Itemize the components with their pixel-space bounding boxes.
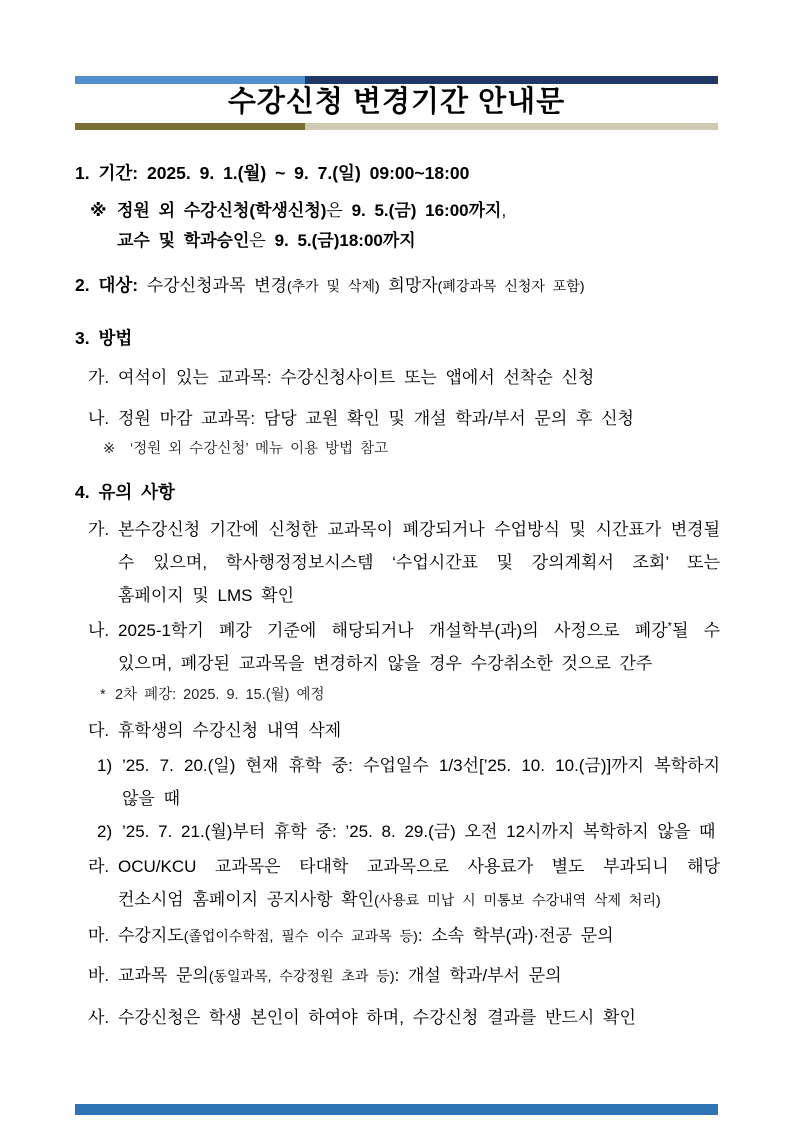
subitem-marker: 2): [97, 822, 113, 841]
section-4-item-sa: [75, 1001, 720, 1034]
footer-band: [75, 1104, 718, 1115]
title-underline-band: [75, 123, 718, 130]
section-2-paren-2: (폐강과목 신청자 포함): [437, 278, 585, 294]
item-marker: 사.: [88, 1008, 110, 1027]
section-1-note: [75, 196, 720, 256]
subitem-text: ’25. 7. 20.(일) 현재 휴학 중: 수업일수 1/3선[’25. 10. 10.(금)]까지 복학하지 않을 때: [122, 756, 720, 808]
section-4-item-na: [75, 614, 720, 680]
footnote-text: 2차 폐강: 2025. 9. 15.(월) 예정: [115, 687, 325, 703]
note-bold-run: 교수 및 학과승인: [117, 231, 250, 250]
item-paren-run: (졸업이수학점, 필수 이수 교과목 등): [183, 928, 418, 944]
item-text: 수강신청은 학생 본인이 하여야 하며, 수강신청 결과를 반드시 확인: [118, 1008, 636, 1027]
section-1-note-text: [117, 196, 720, 256]
subitem-text: ’25. 7. 21.(월)부터 휴학 중: ’25. 8. 29.(금) 오전 12시까지 복학하지 않을 때: [122, 822, 716, 841]
asterisk-marker: *: [100, 687, 106, 703]
note-regular-run: 은: [249, 231, 275, 250]
item-text: [118, 850, 720, 917]
item-text: 본수강신청 기간에 신청한 교과목이 폐강되거나 수업방식 및 시간표가 변경될 수 있으며, 학사행정정보시스템 ‘수업시간표 및 강의계획서 조회’ 또는 홈페이지 및 LMS 확인: [118, 520, 720, 605]
section-1-heading: 1. 기간: 2025. 9. 1.(월) ~ 9. 7.(일) 09:00~18:00: [75, 163, 470, 183]
note-line-1: [117, 201, 506, 220]
item-paren-run: (동일과목, 수강정원 초과 등): [208, 968, 395, 984]
note-regular-run: ,: [501, 201, 507, 220]
subitem-marker: 1): [97, 756, 113, 775]
note-regular-run: 은: [326, 201, 352, 220]
item-text-run: 2025-1학기 폐강 기준에 해당되거나 개설학부(과)의 사정으로 폐강: [118, 621, 668, 640]
reference-mark: ※: [90, 201, 107, 220]
item-text-run: 될 수 있으며, 폐강된 교과목을 변경하지 않을 경우 수강취소한 것으로 간주: [118, 621, 720, 673]
item-text: 여석이 있는 교과목: 수강신청사이트 또는 앱에서 선착순 신청: [118, 368, 595, 387]
item-text: [118, 614, 720, 680]
section-4-item-da: [75, 714, 720, 747]
section-2-text-2: 희망자: [379, 276, 438, 295]
item-text: [118, 919, 720, 953]
section-4-item-ma: [75, 919, 720, 953]
section-2-text: 수강신청과목 변경: [138, 276, 287, 295]
section-3-subnote: [75, 435, 720, 463]
footnote-asterisk: *: [667, 620, 672, 633]
subnote-text: ‘정원 외 수강신청’ 메뉴 이용 방법 참고: [130, 441, 389, 457]
title-underline-right-segment: [305, 123, 718, 130]
item-text-run: 교과목 문의: [118, 966, 209, 985]
item-text: [118, 959, 720, 993]
note-line-2: [117, 231, 416, 250]
item-text: 정원 마감 교과목: 담당 교원 확인 및 개설 학과/부서 문의 후 신청: [118, 409, 634, 428]
item-text-run: : 소속 학부(과)·전공 문의: [417, 926, 614, 945]
item-marker: 바.: [88, 966, 110, 985]
section-4-item-ga: [75, 513, 720, 612]
item-marker: 마.: [88, 926, 110, 945]
section-2-heading: [75, 270, 720, 301]
item-marker: 라.: [88, 857, 110, 876]
section-4-item-da-1: [75, 749, 720, 815]
item-marker: 다.: [88, 721, 110, 740]
section-4-heading: 4. 유의 사항: [75, 482, 175, 502]
item-marker: 나.: [88, 409, 110, 428]
section-4-item-ra: [75, 850, 720, 917]
item-text-run: 수강지도: [118, 926, 184, 945]
item-marker: 가.: [88, 520, 110, 539]
item-marker: 나.: [88, 621, 110, 640]
item-text: 휴학생의 수강신청 내역 삭제: [118, 721, 342, 740]
section-3-item-ga: [75, 361, 720, 394]
note-bold-run: 9. 5.(금)18:00까지: [274, 231, 416, 250]
document-body: [75, 158, 720, 1034]
section-4-na-footnote: [75, 680, 720, 710]
page-title: 수강신청 변경기간 안내문: [227, 86, 566, 118]
section-3-heading: 3. 방법: [75, 328, 133, 348]
title-underline-left-segment: [75, 123, 305, 130]
section-3-item-na: [75, 402, 720, 435]
section-2-label: 2. 대상:: [75, 275, 139, 295]
item-paren-run: (사용료 미납 시 미통보 수강내역 삭제 처리): [374, 892, 661, 908]
section-4-item-ba: [75, 959, 720, 993]
section-4-item-da-2: [75, 815, 720, 848]
item-text-run: : 개설 학과/부서 문의: [394, 966, 562, 985]
note-bold-run: 9. 5.(금) 16:00까지: [351, 201, 502, 220]
section-2-paren-1: (추가 및 삭제): [286, 278, 380, 294]
reference-mark: ※: [103, 441, 116, 457]
note-bold-run: 정원 외 수강신청(학생신청): [117, 201, 327, 220]
item-text-run: OCU/KCU 교과목은 타대학 교과목으로 사용료가 별도 부과되니 해당 컨소시엄 홈페이지 공지사항 확인: [118, 857, 720, 909]
item-marker: 가.: [88, 368, 110, 387]
